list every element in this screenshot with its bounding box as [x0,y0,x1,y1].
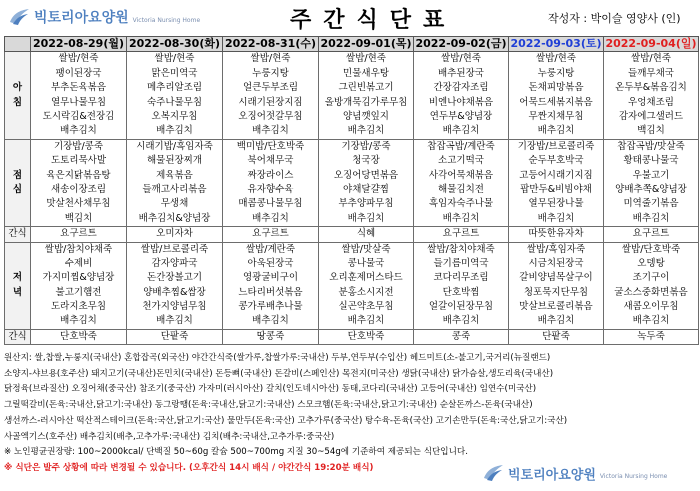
dish-item: 배추김치 [537,212,575,224]
logo-wing-icon [482,462,504,484]
dish-item: 팽이된장국 [55,67,102,79]
dish-item: 육은지닭볶음탕 [46,169,111,181]
dish-item: 간장감자조림 [433,82,489,94]
dish-item: 비엔나야채볶음 [428,96,494,108]
dish-item: 쌀밥/계란죽 [245,243,296,255]
dish-item: 쌀밥/현죽 [250,53,291,65]
dish-item: 야채달걀찜 [343,183,389,195]
footnote-line: 닭정육(브라질산) 오징어채(중국산) 참조기(중국산) 가자미(러시아산) 갈치(인도네시아산) 동태,코다리(국내산) 고등어(국내산) 임연수(미국산) [4,384,537,395]
night-snack-label: 간식 [5,329,31,344]
dish-item: 부추돈육볶음 [50,82,107,94]
date-header: 2022-08-31(수) [223,37,319,52]
afternoon-snack-cell: 요구르트 [414,227,509,242]
dish-item: 돈채피망볶음 [528,82,584,94]
dish-item: 배추김치 [537,315,575,327]
dish-item: 쌀밥/참치야채죽 [427,243,495,255]
date-header: 2022-09-03(토) [510,37,602,50]
dish-item: 우엉채조림 [628,96,674,108]
dinner-cell [31,242,127,329]
dish-item: 배추김치&양념장 [138,212,211,224]
dish-item: 숙주나물무침 [146,96,203,108]
date-header: 2022-08-30(화) [127,37,223,52]
logo [8,6,200,28]
dish-item: 들깨고사리볶음 [142,183,207,195]
dish-item: 오징어젓갈무침 [238,110,303,122]
night-snack-row [5,329,699,344]
footer-logo [482,462,667,484]
date-header: 2022-08-29(월) [31,37,127,52]
dish-item: 열무된장나물 [528,198,584,210]
dish-item: 들깨무채국 [628,67,674,79]
dish-item: 올방개묵김가루무침 [324,96,408,108]
dish-item: 찹잡곡밥/계란죽 [427,140,495,152]
dish-item: 청포묵지단무침 [523,286,589,298]
dish-item: 배추김치 [156,125,193,137]
dish-item: 흑임자숙주나물 [428,198,494,210]
footnote-line: 그릴떡갈비(돈육:국내산,닭고기:국내산) 동그랑땡(돈육:국내산,닭고기:국내산) 스모크햄(돈육:국내산,닭고기:국내산) 순살돈까스-돈육(국내산) [4,400,533,411]
breakfast-row [5,52,699,139]
dish-item: 시래기된장지짐 [238,96,303,108]
dish-item: 실곤약초무침 [338,301,394,313]
dish-item: 시래기밥/흑임자죽 [136,140,213,152]
date-header: 2022-09-01(목) [320,37,412,50]
breakfast-cell [127,52,223,139]
dish-item: 배추김치 [537,125,575,137]
footnote-line: 소양지-샤브용(호주산) 돼지고기(국내산)돈민치(국내산) 돈등뼈(국내산) 돈갈비(스페인산) 목전지(미국산) 생닭(국내산) 닭가슴살,생도리육(국내산) [4,368,554,379]
lunch-cell [414,139,509,226]
dish-item: 쌀밥/현죽 [631,53,671,65]
page-header [0,0,700,36]
dinner-row [5,242,699,329]
dish-item: 짜장라이스 [247,169,294,181]
corner-cell [5,37,31,52]
dish-item: 쌀밥/현죽 [441,53,481,65]
dish-item: 쌀밥/맛살죽 [341,243,391,255]
afternoon-snack-cell: 요구르트 [604,227,699,242]
dish-item: 갈비양념목살구이 [519,272,593,284]
dish-item: 소고기떡국 [438,155,484,167]
dish-item: 미역줄기볶음 [623,198,679,210]
dish-item: 분홍소시지전 [338,286,394,298]
night-snack-cell: 단팥죽 [509,329,604,344]
night-snack-cell: 단호박죽 [319,329,414,344]
dish-item: 배추김치 [252,315,289,327]
logo-subtitle: Victoria Nursing Home [132,16,201,24]
dish-item: 북어채무국 [247,155,294,167]
dish-item: 도라지초무침 [50,301,107,313]
dish-item: 배추김치 [442,125,480,137]
dish-item: 배추김치 [347,315,385,327]
footer-logo-name: 빅토리아요양원 [508,467,596,483]
dish-item: 팝만두&비빔야채 [520,183,592,195]
dish-item: 콩나물국 [347,257,385,269]
dish-item: 배추김치 [442,212,480,224]
dinner-cell [509,242,604,329]
footer-logo-subtitle: Victoria Nursing Home [599,472,668,480]
dish-item: 배추김치 [60,125,97,137]
dish-item: 맛살천사채무침 [46,198,111,210]
date-header: 2022-09-02(금) [415,37,507,50]
breakfast-cell [509,52,604,139]
dish-item: 감자양파국 [151,257,198,269]
dish-item: 해물된장찌개 [146,155,203,167]
dish-item: 배추김치 [156,315,193,327]
logo-name: 빅토리아요양원 [34,10,129,26]
dinner-cell [223,242,319,329]
afternoon-snack-cell: 오미자차 [127,227,223,242]
lunch-label: 점 심 [5,139,31,226]
dish-item: 온두부&볶음김치 [615,82,687,94]
dish-item: 연두부&양념장 [429,110,493,122]
dish-item: 양념깻잎지 [343,110,389,122]
afternoon-snack-cell: 식혜 [319,227,414,242]
breakfast-cell [319,52,414,139]
dish-item: 맛살브로콜리볶음 [519,301,593,313]
night-snack-cell: 녹두죽 [604,329,699,344]
afternoon-snack-label: 간식 [5,227,31,242]
date-header-row [5,37,699,52]
dish-item: 부추양파무침 [338,198,394,210]
dinner-cell [127,242,223,329]
footnote-line: 원산지: 쌀,찹쌀,누룽지(국내산) 혼합잡곡(외국산) 야간간식죽(쌀가루,찹쌀가루:국내산) 두부,연두부(수입산) 헤드미트(소-불고기,국거리(뉴질랜드) [4,353,551,363]
date-header: 2022-09-04(일) [605,37,697,50]
dish-item: 백김치 [637,125,665,137]
dish-item: 쌀밥/흑임자죽 [526,243,586,255]
night-snack-cell: 단호박죽 [31,329,127,344]
dish-item: 도토리묵사발 [50,155,107,167]
dish-item: 쌀밥/현죽 [58,53,99,65]
lunch-cell [604,139,699,226]
dish-item: 배추김치 [632,212,670,224]
dish-item: 백미밥/단호박죽 [236,140,305,152]
dish-item: 그린빈볶고기 [338,82,394,94]
afternoon-snack-cell: 요구르트 [223,227,319,242]
dish-item: 쌀밥/참치야채죽 [44,243,113,255]
night-snack-cell: 단팥죽 [127,329,223,344]
footnote-line: 생선까스-러시아산 떡산적스테이크(돈육:국산,닭고기:국산) 물만두(돈육:국산) 고추가루(중국산) 탕수육-돈육(국산) 고기손만두(돈육:국산,닭고기:국산) [4,415,568,426]
dish-item: 영광굴비구이 [242,272,299,284]
dish-item: 고등어시래기지짐 [519,169,593,181]
footnote-line: ※ 노인평균권장량: 100~2000kcal/ 단백질 50~60g 칼슘 500~700mg 지질 30~54g에 기준하여 제공되는 식단입니다. [4,447,468,458]
dish-item: 누룽지탕 [537,67,575,79]
dish-item: 쌀밥/현죽 [154,53,195,65]
dish-item: 수제비 [64,257,93,269]
dish-item: 굴소스중화면볶음 [614,286,688,298]
page-title: 주간식단표 [290,7,457,33]
footnote-line: 사골엑기스(호주산) 배추김치(배추,고추가루:국내산) 김치(배추:국내산,고추가루:중국산) [4,431,335,442]
dish-item: 사각어묵채볶음 [428,169,494,181]
dish-item: 새콤오이무침 [623,301,679,313]
dish-item: 불고기햄전 [55,286,102,298]
dish-item: 배추김치 [632,315,670,327]
logo-wing-icon [8,6,30,28]
dish-item: 오복지무침 [151,110,198,122]
dish-item: 단호박찜 [442,286,480,298]
breakfast-cell [604,52,699,139]
dish-item: 콩가루배추나물 [238,301,303,313]
dish-item: 배추된장국 [438,67,484,79]
afternoon-snack-row [5,227,699,242]
dish-item: 오뎅탕 [637,257,665,269]
dish-item: 열무나물무침 [50,96,107,108]
dish-item: 청국장 [352,155,380,167]
dish-item: 가지미찜&양념장 [42,272,115,284]
dish-item: 천가지양념무침 [142,301,207,313]
dish-item: 오리훈제머스타드 [329,272,403,284]
dish-item: 무생채 [160,198,189,210]
dish-item: 메추리알조림 [146,82,203,94]
dish-item: 쌀밥/현죽 [346,53,386,65]
breakfast-cell [223,52,319,139]
dish-item: 제육볶음 [156,169,193,181]
dish-item: 누룽지탕 [252,67,289,79]
dish-item: 백김치 [64,212,93,224]
dish-item: 어묵드세볶지볶음 [519,96,593,108]
dish-item: 얼큰두부조림 [242,82,299,94]
dish-item: 해물김치전 [438,183,484,195]
weekly-menu-table [4,36,699,345]
notice-line: ※ 식단은 발주 상황에 따라 변경될 수 있습니다. (오후간식 14시 배식 / 야간간식 19:20분 배식) [4,462,374,473]
dish-item: 감자에그샐러드 [618,110,684,122]
lunch-cell [319,139,414,226]
dish-item: 맑은미역국 [151,67,198,79]
dish-item: 아욱된장국 [247,257,294,269]
dish-item: 양배추쪽&양념장 [615,183,687,195]
dish-item: 오징어당면볶음 [333,169,399,181]
dish-item: 유자향수육 [247,183,294,195]
dish-item: 배추김치 [347,125,385,137]
afternoon-snack-cell: 요구르트 [31,227,127,242]
dish-item: 찹잡곡밥/맛살죽 [617,140,685,152]
dish-item: 순두부호박국 [528,155,584,167]
night-snack-cell: 땅콩죽 [223,329,319,344]
dinner-cell [414,242,509,329]
breakfast-label: 아 침 [5,52,31,139]
lunch-cell [127,139,223,226]
lunch-cell [509,139,604,226]
afternoon-snack-cell: 따뜻한유자차 [509,227,604,242]
dish-item: 쌀밥/현죽 [536,53,576,65]
dish-item: 배추김치 [252,125,289,137]
dish-item: 기장밥/콩죽 [53,140,104,152]
dish-item: 쌀밥/단호박죽 [621,243,681,255]
dish-item: 들기름미역국 [433,257,489,269]
dish-item: 배추김치 [60,315,97,327]
dish-item: 배추김치 [252,212,289,224]
dish-item: 황태콩나물국 [623,155,679,167]
dish-item: 양배추찜&쌈장 [143,286,206,298]
dish-item: 도시락김&전장김 [42,110,115,122]
lunch-cell [31,139,127,226]
dish-item: 시금치된장국 [528,257,584,269]
dish-item: 쌀밥/브로콜리죽 [140,243,209,255]
dish-item: 기장밥/콩죽 [341,140,391,152]
dish-item: 얼갈이된장무침 [428,301,494,313]
dish-item: 배추김치 [442,315,480,327]
dish-item: 기장밥/브로콜리죽 [517,140,595,152]
author-line: 작성자 : 박이슬 영양사 (인) [548,12,681,25]
dinner-cell [604,242,699,329]
night-snack-cell: 콩죽 [414,329,509,344]
dish-item: 조기구이 [632,272,670,284]
dish-item: 배추김치 [347,212,385,224]
footnotes [4,351,698,477]
dish-item: 새송이장조림 [50,183,107,195]
dish-item: 매콤콩나물무침 [238,198,303,210]
dinner-label: 저 녁 [5,242,31,329]
breakfast-cell [31,52,127,139]
dish-item: 느타리버섯볶음 [238,286,303,298]
dish-item: 무짠지채무침 [528,110,584,122]
dish-item: 코다리무조림 [433,272,489,284]
dish-item: 민물새우탕 [343,67,389,79]
lunch-row [5,139,699,226]
dish-item: 우불고기 [632,169,670,181]
dish-item: 돈간장볼고기 [146,272,203,284]
breakfast-cell [414,52,509,139]
dinner-cell [319,242,414,329]
lunch-cell [223,139,319,226]
